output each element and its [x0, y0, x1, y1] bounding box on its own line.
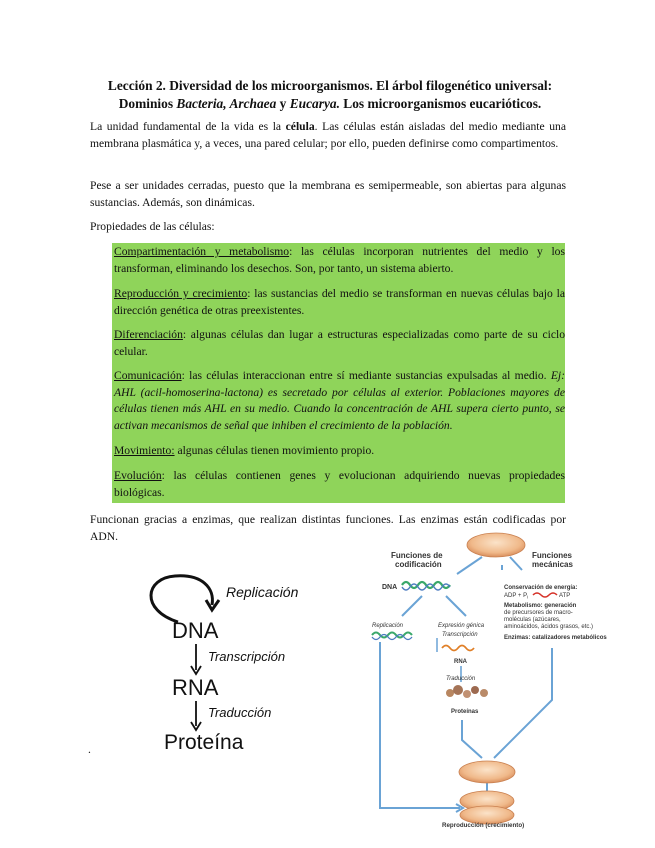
- replication-helix-strand: [372, 635, 412, 640]
- replication-label: Replicación: [226, 584, 299, 600]
- coding-functions-label-2: codificación: [395, 560, 442, 569]
- adp-label: [504, 593, 528, 600]
- metabolism-line-1: Metabolismo: generación: [504, 603, 577, 609]
- proteins-label: Proteínas: [451, 709, 479, 715]
- property-text: algunas células tienen movimiento propio.: [174, 444, 375, 457]
- properties-label: Propiedades de las células:: [90, 220, 215, 233]
- property-text: : algunas células dan lugar a estructuras especializadas como parte de su ciclo celular.: [114, 328, 565, 358]
- transcription-label: Transcripción: [208, 649, 286, 664]
- central-dogma-diagram: [140, 570, 340, 760]
- rna-label: RNA: [172, 675, 219, 700]
- energy-conservation-title: Conservación de energía:: [504, 585, 578, 591]
- property-item: [114, 286, 565, 319]
- property-item: [114, 443, 565, 460]
- arrow-to-dna: [457, 557, 482, 574]
- property-term: Movimiento:: [114, 444, 175, 457]
- paragraph-2: Pese a ser unidades cerradas, puesto que la membrana es semipermeable, son abiertas para algunas sustancias. Además, son dinámicas.: [90, 179, 566, 209]
- atp-squiggle: [533, 593, 557, 597]
- stray-dot: .: [88, 743, 91, 756]
- property-example: Ej: AHL (acil-homoserina-lactona) es secretado por células al exterior. Poblaciones mayores de células tienen más AHL en su medio. Cuando la concentración de AHL supera cierto punto, se activan mecanismos de señal que inhiben el crecimiento de la población.: [114, 369, 565, 432]
- intro-paragraph: [90, 119, 566, 152]
- replication-label: Replicación: [372, 623, 404, 629]
- protein-to-cell-arrow: [462, 720, 482, 758]
- replication-loop-arrow: [151, 576, 212, 622]
- reproduction-label: Reproducción (crecimiento): [442, 822, 525, 829]
- property-item: [114, 368, 565, 434]
- dna-label: DNA: [382, 584, 398, 591]
- top-cell: [467, 533, 525, 557]
- title-part: Dominios: [118, 96, 177, 111]
- enzymes-label: Enzimas: catalizadores metabólicos: [504, 635, 607, 641]
- title-line-2: [60, 95, 600, 113]
- arrow-to-mechanical: [510, 557, 522, 570]
- rna-strand: [442, 646, 474, 651]
- protein-blob: [471, 686, 479, 694]
- property-item: [114, 327, 565, 360]
- translation-label: Traducción: [446, 676, 476, 682]
- property-text: : las sustancias del medio se transforman en nuevas células bajo la dirección genética de otras preexistentes.: [114, 287, 565, 317]
- replication-helix: [372, 633, 412, 638]
- property-item: [114, 244, 565, 277]
- title-part: y: [276, 96, 290, 111]
- property-term: Reproducción y crecimiento: [114, 287, 248, 300]
- protein-blob: [480, 689, 488, 697]
- property-term: Comunicación: [114, 369, 182, 382]
- rna-label: RNA: [454, 659, 467, 665]
- property-term: Evolución: [114, 469, 162, 482]
- title-italic-domains: Bacteria, Archaea: [176, 96, 277, 111]
- intro-text: La unidad fundamental de la vida es la: [90, 120, 286, 133]
- arrow-to-replication: [402, 596, 422, 616]
- gene-expression-label: Expresión génica: [438, 623, 485, 629]
- mechanical-functions-label-2: mecánicas: [532, 560, 573, 569]
- cell-functions-diagram: [362, 530, 632, 830]
- metabolism-line-2: de precursores de macro-: [504, 610, 573, 616]
- transcription-label: Transcripción: [442, 632, 478, 638]
- property-term: Diferenciación: [114, 328, 183, 341]
- intro-text: . Las células están aisladas del medio mediante una membrana plasmática y, a veces, una pared celular; por ello, pueden definirse como compartimentos.: [90, 120, 566, 150]
- title-line-1: Lección 2. Diversidad de los microorganismos. El árbol filogenético universal:: [107, 78, 553, 93]
- adp-text: ADP + P: [504, 593, 528, 599]
- protein-blob: [463, 690, 471, 698]
- property-term: Compartimentación y metabolismo: [114, 245, 290, 258]
- protein-blob: [446, 689, 454, 697]
- title-part: Los microorganismos eucarióticos.: [339, 96, 542, 111]
- atp-label: ATP: [559, 593, 571, 599]
- mechanical-to-cell-arrow: [494, 648, 552, 758]
- arrow-to-expression: [446, 596, 466, 616]
- property-item: [114, 468, 565, 501]
- protein-label: Proteína: [164, 731, 244, 754]
- property-text: : las células interaccionan entre sí mediante sustancias expulsadas al medio.: [181, 369, 551, 382]
- growing-cell: [459, 761, 515, 783]
- property-text: : las células incorporan nutrientes del medio y los transforman, eliminando los desechos. Son, por tanto, un sistema abierto.: [114, 245, 565, 275]
- page-title: [60, 77, 600, 113]
- metabolism-line-4: aminoácidos, ácidos grasos, etc.): [504, 624, 594, 630]
- property-text: : las células contienen genes y evolucionan adquiriendo nuevas propiedades biológicas.: [114, 469, 565, 499]
- dna-label: DNA: [172, 618, 219, 643]
- metabolism-line-3: moléculas (azúcares,: [504, 617, 561, 623]
- pi-subscript: i: [527, 594, 529, 600]
- translation-label: Traducción: [208, 705, 272, 720]
- title-italic-eucarya: Eucarya.: [289, 96, 340, 111]
- coding-functions-label-1: Funciones de: [391, 551, 443, 560]
- intro-bold-cell: célula: [285, 120, 315, 133]
- protein-blob: [453, 685, 463, 695]
- mechanical-functions-label-1: Funciones: [532, 551, 573, 560]
- replication-to-division-arrow: [380, 642, 460, 808]
- paragraph-3: Funcionan gracias a enzimas, que realizan distintas funciones. Las enzimas están codificadas por ADN.: [90, 513, 566, 543]
